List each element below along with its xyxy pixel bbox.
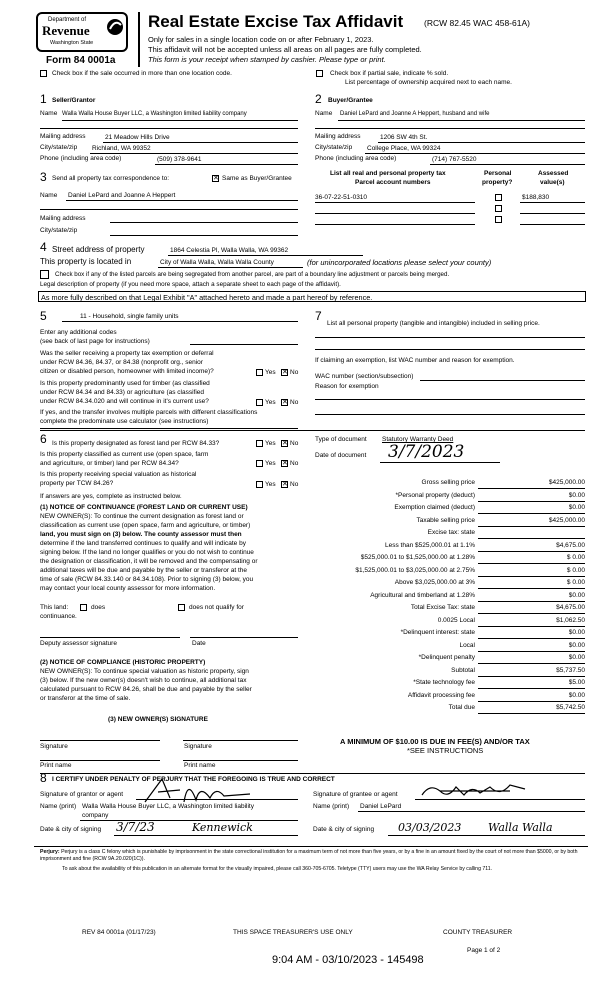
personal-heading2: property? <box>482 179 513 186</box>
certify-statement: I CERTIFY UNDER PENALTY OF PERJURY THAT THE FOREGOING IS TRUE AND CORRECT <box>52 776 335 783</box>
buyer-mail-value[interactable]: 1206 SW 4th St. <box>380 134 428 141</box>
notice1-line6: the designation or classification, it will be removed and the compensating or <box>40 558 258 565</box>
forest-no-checkbox[interactable]: ✕ <box>282 440 288 447</box>
located-note: (for unincorporated locations please select your county) <box>307 258 492 267</box>
additional-codes-label2: (see back of last page for instructions) <box>40 338 150 345</box>
buyer-city-value[interactable]: College Place, WA 99324 <box>367 145 441 152</box>
see-instructions: *SEE INSTRUCTIONS <box>407 746 484 755</box>
personal-heading1: Personal <box>484 170 512 177</box>
additional-codes-label1: Enter any additional codes <box>40 329 117 336</box>
historic-no-label: No <box>290 481 299 488</box>
personal-property-checkbox-3[interactable] <box>495 216 502 223</box>
form-title: Real Estate Excise Tax Affidavit <box>148 12 404 31</box>
notice2-line1: NEW OWNER(S): To continue special valuation as historic property, sign <box>40 668 249 675</box>
assessed-heading2: value(s) <box>540 179 565 186</box>
alternate-format-notice: To ask about the availability of this publication in an alternate format for the visually impaired, please call 360-705-6705. Teletype (TTY) users may use the WA Relay Service by calling 711. <box>62 866 493 872</box>
legal-description-label: Legal description of property (if you need more space, attach a separate sheet to each page of the affidavit). <box>40 281 341 288</box>
calc-label: *Delinquent interest: state <box>400 629 475 636</box>
q-exemption-a: Was the seller receiving a property tax exemption or deferral <box>40 350 214 357</box>
seller-name-value[interactable]: Walla Walla House Buyer LLC, a Washington limited liability company <box>62 111 247 117</box>
land-does-not-label: does not qualify for <box>189 604 244 611</box>
calc-underline <box>478 601 585 602</box>
timber-yes-checkbox[interactable] <box>256 399 263 406</box>
recording-stamp: 9:04 AM - 03/10/2023 - 145498 <box>272 954 424 966</box>
reason-label: Reason for exemption <box>315 383 379 390</box>
calc-underline <box>478 638 585 639</box>
calc-value[interactable]: $5,737.50 <box>556 666 585 674</box>
calc-value[interactable]: $4,675.00 <box>556 541 585 549</box>
notice1-line8: time of sale (RCW 84.33.140 or 84.34.108). Prior to signing (3) below, you <box>40 576 254 583</box>
calc-value[interactable]: $1,062.50 <box>556 616 585 624</box>
calc-underline <box>478 501 585 502</box>
calc-value[interactable]: $0.00 <box>568 654 585 661</box>
q-exemption-b: under RCW 84.36, 84.37, or 84.38 (nonprofit org., senior <box>40 359 203 366</box>
calc-underline <box>478 713 585 714</box>
grantor-name-value[interactable]: Walla Walla House Buyer LLC, a Washington limited liability <box>82 803 254 810</box>
doc-type-label: Type of document <box>315 436 367 443</box>
use-code-value[interactable]: 11 - Household, single family units <box>80 313 179 320</box>
notice1-line5: signing below. If the land no longer qualifies or you do not wish to continue <box>40 549 254 556</box>
form-revision: REV 84 0001a (01/17/23) <box>82 929 156 936</box>
seller-city-value[interactable]: Richland, WA 99352 <box>92 145 151 152</box>
personal-property-checkbox-1[interactable] <box>495 194 502 201</box>
section3-mail-label: Mailing address <box>40 215 86 222</box>
perjury-label: Perjury: <box>40 849 60 855</box>
personal-property-checkbox-2[interactable] <box>495 205 502 212</box>
calc-label: $1,525,000.01 to $3,025,000.00 at 2.75% <box>355 566 475 574</box>
calc-value[interactable]: $0.00 <box>568 591 585 599</box>
notice2-line2: (3) below. If the new owner(s) doesn't wish to continue, all additional tax <box>40 677 247 684</box>
exemption-yes-label: Yes <box>265 369 276 376</box>
q-current-use-a: Is this property classified as current use (open space, farm <box>40 451 209 458</box>
calc-value[interactable]: $425,000.00 <box>548 479 585 486</box>
calc-label: Less than $525,000.01 at 1.1% <box>385 541 475 549</box>
calc-label: Taxable selling price <box>416 516 475 524</box>
calc-label: Subtotal <box>451 666 475 674</box>
land-does-checkbox[interactable] <box>80 604 87 611</box>
calc-underline <box>478 626 585 627</box>
calc-value[interactable]: $ 0.00 <box>566 554 585 561</box>
land-does-not-checkbox[interactable] <box>178 604 185 611</box>
segregated-checkbox[interactable] <box>40 270 49 279</box>
logo-line3: Washington State <box>50 40 94 46</box>
q-current-use-b: and agriculture, or timber) land per RCW 84.34? <box>40 460 179 467</box>
notice1-line3: land, you must sign on (3) below. The county assessor must then <box>40 531 242 538</box>
section8-number: 8 <box>40 771 47 785</box>
legal-description-box[interactable] <box>38 291 586 302</box>
section7-number: 7 <box>315 309 322 323</box>
forest-no-label: No <box>290 440 299 447</box>
grantor-signature[interactable] <box>140 776 260 806</box>
notice2-line4: or transferor at the time of sale. <box>40 695 131 702</box>
perjury-text: Perjury is a class C felony which is punishable by imprisonment in the state correctional institution for a maximum term of not more than five years, or by a fine in an amount fixed by the court of not more than $5000, or by both imprisonment and fine (RCW 9A.20.020(1C)). <box>40 849 578 862</box>
grantee-signature-label: Signature of grantee or agent <box>313 791 398 798</box>
grantee-city-value[interactable]: Walla Walla <box>488 821 553 834</box>
wac-label: WAC number (section/subsection) <box>315 373 414 380</box>
calc-value[interactable]: $0.00 <box>568 691 585 699</box>
grantee-name-label: Name (print) <box>313 803 350 810</box>
calc-label: *Delinquent penalty <box>418 654 475 661</box>
grantor-city-value[interactable]: Kennewick <box>192 821 253 834</box>
calc-underline <box>478 576 585 577</box>
notice3-title: (3) NEW OWNER(S) SIGNATURE <box>108 716 208 723</box>
grantor-date-city-label: Date & city of signing <box>40 826 102 833</box>
header-line3: This form is your receipt when stamped by cashier. Please type or print. <box>148 55 386 64</box>
grantor-signature-label: Signature of grantor or agent <box>40 791 124 798</box>
grantor-date-value[interactable]: 3/7/23 <box>116 820 155 834</box>
grantee-date-city-label: Date & city of signing <box>313 826 375 833</box>
section3-name-value[interactable]: Daniel LePard and Joanne A Heppert <box>68 192 176 199</box>
deputy-date-label: Date <box>192 640 206 647</box>
buyer-name-label: Name <box>315 110 333 117</box>
calc-value[interactable]: $ 0.00 <box>566 579 585 586</box>
street-value[interactable]: 1864 Celestia Pl, Walla Walla, WA 99362 <box>170 247 289 254</box>
continuance-label: continuance. <box>40 613 77 620</box>
doc-type-value[interactable]: Statutory Warranty Deed <box>382 436 454 443</box>
calc-underline <box>478 588 585 589</box>
assessed-heading1: Assessed <box>538 170 569 177</box>
logo-swirl-icon <box>106 17 124 37</box>
current-use-yes-checkbox[interactable] <box>256 460 263 467</box>
this-land-label: This land: <box>40 604 69 611</box>
q-timber-c: under RCW 84.34.020 and will continue in it's current use? <box>40 398 209 405</box>
calc-value[interactable]: $0.00 <box>568 491 585 499</box>
new-owner-signature-label-1: Signature <box>40 743 68 750</box>
q-exemption-c: citizen or disabled person, homeowner with limited income)? <box>40 368 214 375</box>
section3-city-label: City/state/zip <box>40 227 78 234</box>
timber-no-checkbox[interactable]: ✕ <box>282 399 288 406</box>
buyer-heading: Buyer/Grantee <box>328 97 373 104</box>
personal-property-list-label: List all personal property (tangible and intangible) included in selling price. <box>327 320 540 327</box>
land-does-label: does <box>91 604 106 611</box>
parcels-heading2: Parcel account numbers <box>355 179 431 186</box>
form-number: Form 84 0001a <box>46 55 116 66</box>
q-predominate-b: complete the predominate use calculator (see instructions) <box>40 418 209 425</box>
exemption-claim-label: If claiming an exemption, list WAC number and reason for exemption. <box>315 357 515 364</box>
calc-label: *Personal property (deduct) <box>395 491 475 499</box>
new-owner-print-label-1: Print name <box>40 762 72 769</box>
section5-number: 5 <box>40 309 47 323</box>
calc-underline <box>478 513 585 514</box>
calc-underline <box>478 613 585 614</box>
forest-yes-label: Yes <box>265 440 276 447</box>
parcel-number-1[interactable]: 36-07-22-51-0310 <box>315 194 368 201</box>
seller-mail-label: Mailing address <box>40 133 86 140</box>
calc-underline <box>478 538 585 539</box>
q-historic-b: property per TCW 84.26? <box>40 480 114 487</box>
q-timber-a: Is this property predominantly used for timber (as classified <box>40 380 210 387</box>
logo-line2: Revenue <box>42 23 90 38</box>
q-timber-b: under RCW 84.34 and 84.33) or agriculture (as classified <box>40 389 205 396</box>
multi-location-checkbox[interactable] <box>40 70 47 77</box>
notice1-line7: additional taxes will be due and payable by the seller or transferor at the <box>40 567 248 574</box>
county-treasurer-label: COUNTY TREASURER <box>443 929 513 936</box>
section3-name-label: Name <box>40 192 58 199</box>
calc-label: Agricultural and timberland at 1.28% <box>370 591 475 599</box>
calc-value[interactable]: $5.00 <box>568 679 585 686</box>
notice1-line2: classification as current use (open space, farm and agriculture, or timber) <box>40 522 251 529</box>
calc-value[interactable]: $0.00 <box>568 641 585 649</box>
calc-label: Above $3,025,000.00 at 3% <box>394 579 475 586</box>
street-label: Street address of property <box>52 245 145 254</box>
grantor-name-label: Name (print) <box>40 803 77 810</box>
if-yes-instruction: If answers are yes, complete as instructed below. <box>40 493 182 500</box>
doc-date-value[interactable]: 3/7/2023 <box>388 442 465 462</box>
grantee-date-value[interactable]: 03/03/2023 <box>398 821 462 834</box>
calc-label: Total due <box>448 704 475 711</box>
seller-city-label: City/state/zip <box>40 144 78 151</box>
grantor-name-value-2[interactable]: company <box>82 812 109 819</box>
calc-value[interactable]: $425,000.00 <box>548 516 585 524</box>
timber-no-label: No <box>290 399 299 406</box>
notice1-line4: determine if the land transferred continues to qualify and will indicate by <box>40 540 246 547</box>
partial-sale-checkbox[interactable] <box>316 70 323 77</box>
calc-label: Gross selling price <box>421 479 475 486</box>
notice2-line3: calculated pursuant to RCW 84.26, shall be due and payable by the seller <box>40 686 252 693</box>
buyer-phone-value[interactable]: (714) 767-5520 <box>432 156 477 163</box>
minimum-due-notice: A MINIMUM OF $10.00 IS DUE IN FEE(S) AND/OR TAX <box>340 737 530 746</box>
calc-label: *State technology fee <box>413 679 475 686</box>
same-as-buyer-label: Same as Buyer/Grantee <box>222 175 292 182</box>
calc-underline <box>478 488 585 489</box>
historic-yes-label: Yes <box>265 481 276 488</box>
timber-yes-label: Yes <box>265 399 276 406</box>
calc-value[interactable]: $4,675.00 <box>556 604 585 611</box>
partial-sale-list: List percentage of ownership acquired next to each name. <box>345 79 512 86</box>
calc-value[interactable]: $0.00 <box>568 629 585 636</box>
forest-yes-checkbox[interactable] <box>256 440 263 447</box>
legal-description-value: As more fully described on that Legal Exhibit "A" attached hereto and made a part hereof by reference. <box>41 293 373 302</box>
q-predominate-a: If yes, and the transfer involves multiple parcels with different classifications <box>40 409 258 416</box>
notice2-title: (2) NOTICE OF COMPLIANCE (HISTORIC PROPERTY) <box>40 659 206 666</box>
buyer-city-label: City/state/zip <box>315 144 353 151</box>
seller-heading: Seller/Grantor <box>52 97 96 104</box>
calc-value[interactable]: $ 0.00 <box>566 566 585 574</box>
section3-number: 3 <box>40 170 47 184</box>
seller-phone-value[interactable]: (509) 378-9641 <box>157 156 202 163</box>
exemption-yes-checkbox[interactable] <box>256 369 263 376</box>
page-number: Page 1 of 2 <box>467 947 501 954</box>
header-line1: Only for sales in a single location code on or after February 1, 2023. <box>148 35 374 44</box>
grantee-name-value[interactable]: Daniel LePard <box>360 803 402 810</box>
calc-underline <box>478 551 585 552</box>
current-use-yes-label: Yes <box>265 460 276 467</box>
partial-sale-label: Check box if partial sale, indicate % sold. <box>330 70 449 77</box>
calc-underline <box>478 688 585 689</box>
deputy-signature-label: Deputy assessor signature <box>40 640 117 647</box>
seller-phone-label: Phone (including area code) <box>40 155 122 162</box>
calc-label: Affidavit processing fee <box>407 691 475 699</box>
notice1-line1: NEW OWNER(S): To continue the current designation as forest land or <box>40 513 244 520</box>
calc-label: Excise tax: state <box>427 529 475 536</box>
buyer-name-value[interactable]: Daniel LePard and Joanne A Heppert, husband and wife <box>340 111 490 117</box>
exemption-no-checkbox[interactable]: ✕ <box>282 369 288 376</box>
calc-underline <box>478 663 585 664</box>
buyer-phone-label: Phone (including area code) <box>315 155 397 162</box>
perjury-notice <box>40 849 585 863</box>
multi-location-label: Check box if the sale occurred in more than one location code. <box>52 70 232 77</box>
q-historic-a: Is this property receiving special valuation as historical <box>40 471 197 478</box>
logo-line1: Department of <box>48 17 87 23</box>
calc-value[interactable]: $5,742.50 <box>556 704 585 711</box>
calc-underline <box>478 701 585 702</box>
calc-underline <box>478 651 585 652</box>
located-value[interactable]: City of Walla Walla, Walla Walla County <box>160 259 274 266</box>
calc-label: Total Excise Tax: state <box>410 604 475 611</box>
section1-number: 1 <box>40 92 47 106</box>
located-label: This property is located in <box>40 257 132 266</box>
send-correspondence-label: Send all property tax correspondence to: <box>52 175 170 182</box>
calc-label: Local <box>459 641 475 649</box>
same-as-buyer-checkbox[interactable]: ✕ <box>213 175 219 182</box>
section4-number: 4 <box>40 240 47 254</box>
historic-no-checkbox[interactable]: ✕ <box>282 481 288 488</box>
assessed-value-1[interactable]: $188,830 <box>522 194 550 201</box>
grantee-signature[interactable] <box>420 779 530 801</box>
seller-name-label: Name <box>40 110 58 117</box>
calc-label: $525,000.01 to $1,525,000.00 at 1.28% <box>360 554 475 561</box>
doc-date-label: Date of document <box>315 452 367 459</box>
current-use-no-label: No <box>290 460 299 467</box>
rcw-reference: (RCW 82.45 WAC 458-61A) <box>424 18 530 28</box>
treasurer-space-label: THIS SPACE TREASURER'S USE ONLY <box>233 929 353 936</box>
calc-value[interactable]: $0.00 <box>568 504 585 511</box>
calc-label: Exemption claimed (deduct) <box>394 504 475 511</box>
new-owner-signature-label-2: Signature <box>184 743 212 750</box>
segregated-label: Check box if any of the listed parcels are being segregated from another parcel, are part of a boundary line adjustment or parcels being merged. <box>55 271 450 278</box>
calc-label: 0.0025 Local <box>437 616 475 624</box>
current-use-no-checkbox[interactable]: ✕ <box>282 460 288 467</box>
historic-yes-checkbox[interactable] <box>256 481 263 488</box>
notice1-line9: may contact your local county assessor for more information. <box>40 585 216 592</box>
calc-underline <box>478 526 585 527</box>
calc-underline <box>478 676 585 677</box>
seller-mail-value[interactable]: 21 Meadow Hills Drive <box>105 134 170 141</box>
buyer-mail-label: Mailing address <box>315 133 361 140</box>
q-forest: Is this property designated as forest land per RCW 84.33? <box>52 440 220 447</box>
exemption-no-label: No <box>290 369 299 376</box>
calc-underline <box>478 563 585 564</box>
section2-number: 2 <box>315 92 322 106</box>
new-owner-print-label-2: Print name <box>184 762 216 769</box>
notice1-title: (1) NOTICE OF CONTINUANCE (FOREST LAND OR CURRENT USE) <box>40 504 248 511</box>
dor-logo <box>36 12 128 52</box>
parcels-heading1: List all real and personal property tax <box>330 170 446 177</box>
header-line2: This affidavit will not be accepted unless all areas on all pages are fully completed. <box>148 45 422 54</box>
section6-number: 6 <box>40 432 47 446</box>
